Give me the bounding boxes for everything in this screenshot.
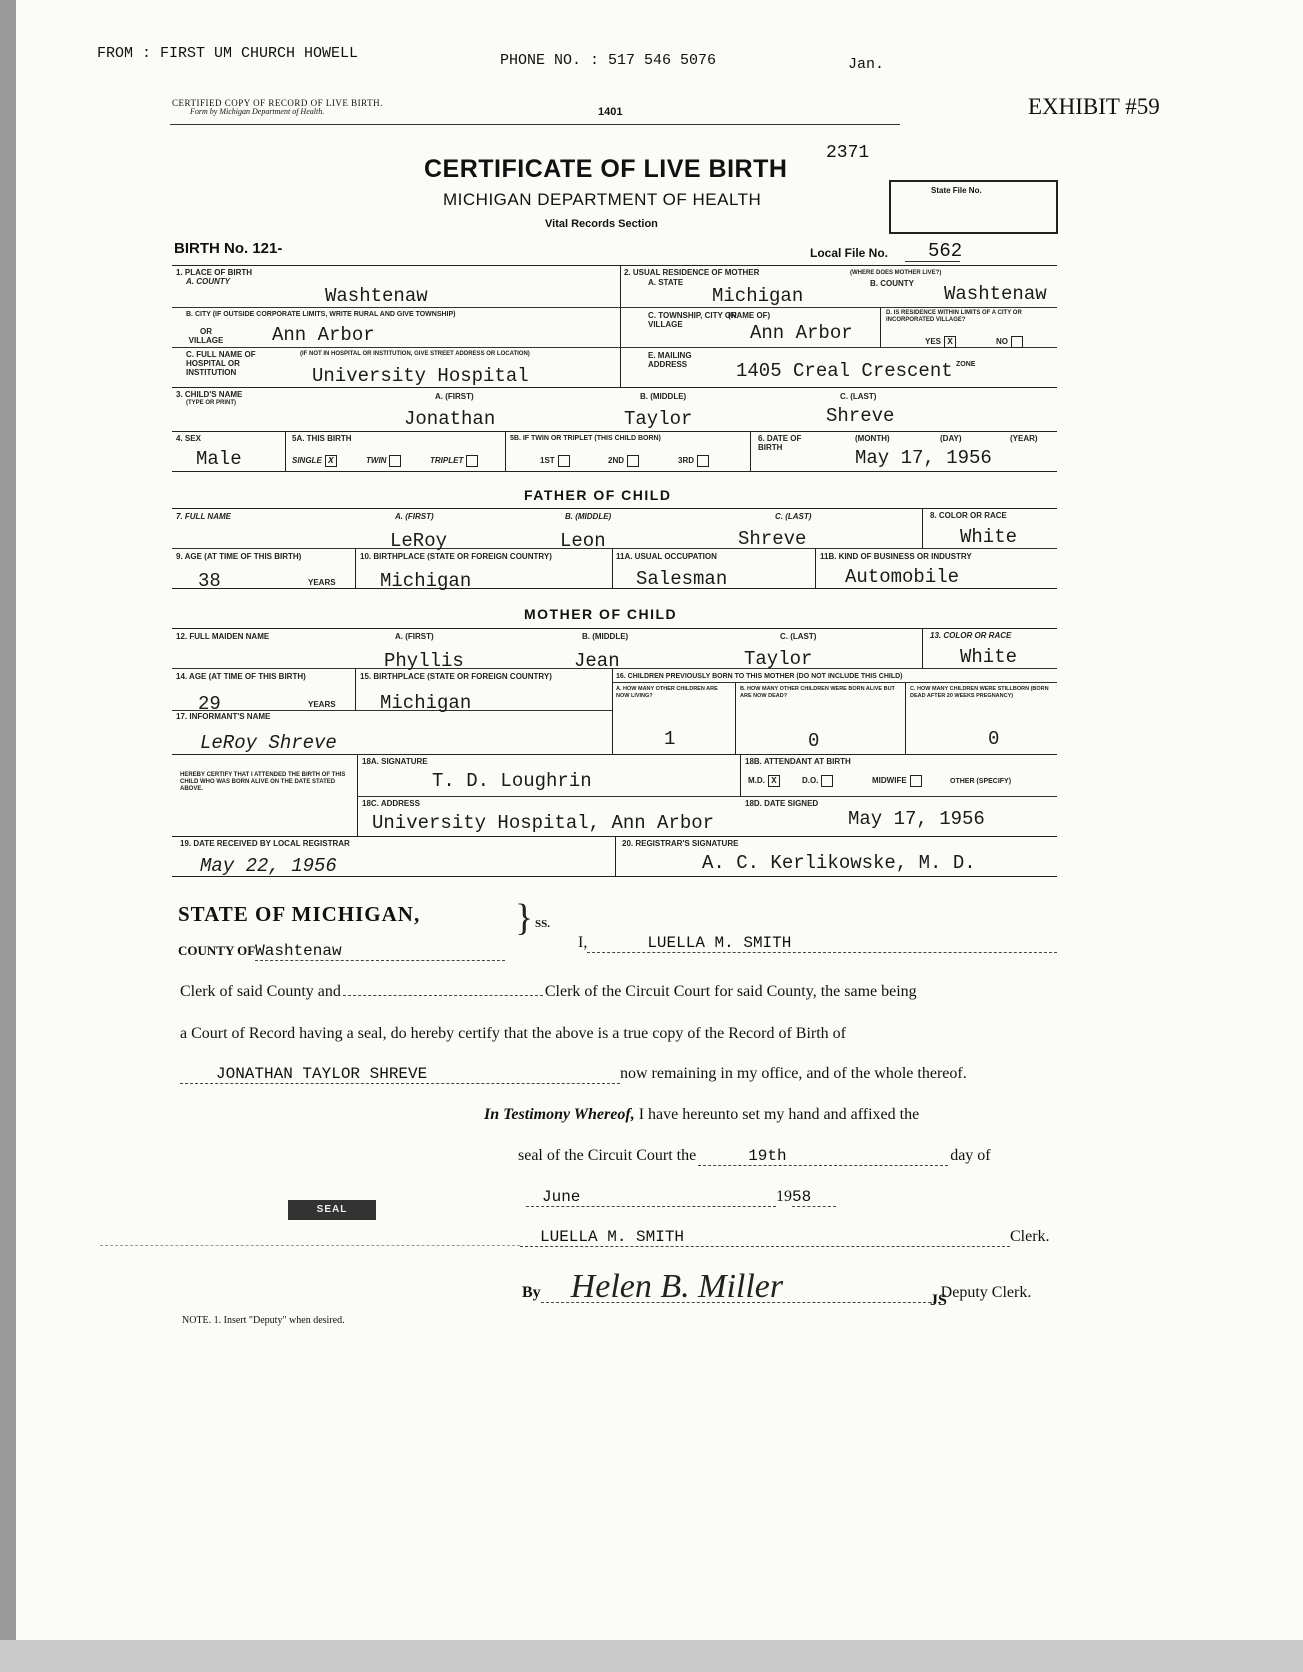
label-mother-last: C. (LAST)	[780, 632, 817, 641]
do-option	[802, 775, 833, 787]
label-father-last: C. (LAST)	[775, 512, 812, 521]
label-father-occupation: 11A. USUAL OCCUPATION	[616, 552, 717, 561]
row-line-father-age	[172, 548, 1057, 549]
label-stillborn: C. HOW MANY CHILDREN WERE STILLBORN (BORN DEAD AFTER 20 WEEKS PREGNANCY)	[910, 686, 1049, 699]
fax-from: FROM : FIRST UM CHURCH HOWELL	[97, 45, 359, 62]
value-township: Ann Arbor	[750, 322, 853, 344]
label-township: C. TOWNSHIP, CITY OR VILLAGE	[648, 311, 737, 329]
label-date-of-birth: 6. DATE OF BIRTH	[758, 434, 802, 452]
label-father-race: 8. COLOR OR RACE	[930, 511, 1007, 520]
value-father-race: White	[960, 526, 1018, 548]
label-registrar-signature: 20. REGISTRAR'S SIGNATURE	[622, 839, 739, 848]
state-file-label: State File No.	[931, 186, 982, 195]
label-children-prev: 16. CHILDREN PREVIOUSLY BORN TO THIS MOTHER (DO NOT INCLUDE THIS CHILD)	[616, 673, 903, 680]
cert-line2: a Court of Record having a seal, do hereby certify that the above is a true copy of the Record of Birth of	[180, 1025, 846, 1042]
label-mother-first: A. (FIRST)	[395, 632, 434, 641]
row-line-address	[357, 796, 1057, 797]
cert-deputy-line	[522, 1268, 1032, 1305]
value-informant: LeRoy Shreve	[200, 732, 337, 754]
cert-county-label: COUNTY OF	[178, 943, 256, 958]
single-checkbox[interactable]: X	[325, 455, 337, 467]
third-born-text: 3RD	[678, 456, 695, 466]
value-date-received: May 22, 1956	[200, 855, 337, 877]
md-option	[748, 775, 780, 787]
fax-phone: PHONE NO. : 517 546 5076	[500, 52, 717, 69]
value-mother-birthplace: Michigan	[380, 692, 472, 714]
label-sex: 4. SEX	[176, 434, 201, 443]
label-informant: 17. INFORMANT'S NAME	[176, 712, 271, 721]
col-twin	[750, 431, 751, 471]
value-children-living: 1	[664, 728, 676, 750]
label-yes	[925, 336, 956, 348]
row-line-father-name	[172, 508, 1057, 509]
value-father-birthplace: Michigan	[380, 570, 472, 592]
cert-clerk-line	[578, 934, 1057, 953]
row-line-sex	[172, 431, 1057, 432]
local-file-value: 562	[928, 240, 963, 262]
cert-line1-a: Clerk of said County and	[180, 983, 341, 1000]
local-file-label: Local File No.	[810, 246, 889, 260]
col-mother-age	[355, 668, 356, 710]
label-mother-years: YEARS	[308, 700, 336, 709]
cert-testimony-italic: In Testimony Whereof,	[484, 1106, 635, 1123]
value-dob: May 17, 1956	[855, 447, 992, 469]
value-city: Ann Arbor	[272, 324, 375, 346]
cert-seal-line	[518, 1147, 991, 1166]
label-father-first: A. (FIRST)	[395, 512, 434, 521]
stamp-number: 2371	[826, 143, 870, 163]
row-line-1	[172, 265, 1057, 266]
yes-checkbox[interactable]: X	[944, 336, 956, 348]
second-born-text: 2ND	[608, 456, 625, 466]
yes-text: YES	[925, 337, 942, 347]
header-rule	[170, 124, 900, 125]
label-mother-age: 14. AGE (AT TIME OF THIS BIRTH)	[176, 672, 306, 681]
cert-clerk-name: LUELLA M. SMITH	[587, 934, 1057, 953]
col-father-race	[922, 508, 923, 548]
value-mother-middle: Jean	[574, 650, 620, 672]
scan-edge	[0, 0, 16, 1672]
value-child-middle: Taylor	[624, 408, 693, 430]
cert-county-line	[178, 942, 505, 961]
cert-line3	[180, 1065, 967, 1084]
local-file-underline	[905, 261, 960, 262]
cert-month-value: June	[526, 1188, 776, 1207]
cert-i: I,	[578, 934, 588, 951]
md-checkbox[interactable]: X	[768, 775, 780, 787]
label-address: 18C. ADDRESS	[362, 799, 420, 808]
second-born-option	[608, 455, 639, 467]
form-header-line1: CERTIFIED COPY OF RECORD OF LIVE BIRTH.	[172, 98, 383, 108]
value-child-first: Jonathan	[404, 408, 496, 430]
no-checkbox[interactable]	[1011, 336, 1023, 348]
label-father-birthplace: 10. BIRTHPLACE (STATE OR FOREIGN COUNTRY)	[360, 552, 552, 561]
third-born-checkbox[interactable]	[697, 455, 709, 467]
label-child-name: 3. CHILD'S NAME	[176, 390, 243, 399]
label-hospital: C. FULL NAME OF HOSPITAL OR INSTITUTION	[186, 350, 256, 377]
cert-seal-text: seal of the Circuit Court the	[518, 1147, 697, 1164]
cert-clerk-label: Clerk.	[1010, 1228, 1050, 1245]
cert-ss: SS.	[535, 918, 550, 930]
exhibit-label: EXHIBIT #59	[1028, 94, 1160, 119]
twin-option	[366, 455, 401, 467]
second-born-checkbox[interactable]	[627, 455, 639, 467]
cert-deputy-label: Deputy Clerk.	[940, 1284, 1032, 1301]
label-mother-race: 13. COLOR OR RACE	[930, 631, 1012, 640]
cert-day-of: day of	[950, 1147, 991, 1164]
mother-section-title: MOTHER OF CHILD	[524, 606, 678, 622]
value-sex: Male	[196, 448, 242, 470]
value-address: University Hospital, Ann Arbor	[372, 812, 715, 834]
midwife-checkbox[interactable]	[910, 775, 922, 787]
value-father-age: 38	[198, 570, 221, 592]
row-line-mailing	[620, 347, 1057, 348]
value-stillborn: 0	[988, 728, 1000, 750]
md-text: M.D.	[748, 776, 765, 786]
label-this-birth: 5A. THIS BIRTH	[292, 434, 352, 443]
label-place-of-birth: 1. PLACE OF BIRTH	[176, 268, 253, 277]
value-signature: T. D. Loughrin	[432, 770, 592, 792]
value-children-dead: 0	[808, 730, 820, 752]
cert-subject: JONATHAN TAYLOR SHREVE	[180, 1065, 620, 1084]
cert-line1	[180, 983, 917, 1001]
label-children-dead: B. HOW MANY OTHER CHILDREN WERE BORN ALIVE BUT ARE NOW DEAD?	[740, 686, 895, 699]
col-mother-race	[922, 628, 923, 668]
col-children-living	[735, 682, 736, 754]
cert-county-value: Washtenaw	[255, 942, 505, 961]
row-line-mother-section	[172, 588, 1057, 589]
cert-clerk-signed: LUELLA M. SMITH	[520, 1228, 1010, 1247]
label-name-of: (NAME OF)	[728, 311, 771, 320]
label-twin-triplet: 5B. IF TWIN OR TRIPLET (THIS CHILD BORN)	[510, 435, 661, 442]
cert-date-line	[526, 1188, 836, 1207]
value-res-county: Washtenaw	[944, 283, 1047, 305]
label-zone: ZONE	[956, 361, 976, 368]
row-line-township	[620, 307, 1057, 308]
twin-checkbox[interactable]	[389, 455, 401, 467]
col-certify	[357, 754, 358, 836]
col-this-birth	[505, 431, 506, 471]
scan-noise-line	[100, 1245, 520, 1246]
label-signature: 18A. SIGNATURE	[362, 757, 428, 766]
label-within-limits: D. IS RESIDENCE WITHIN LIMITS OF A CITY OR INCORPORATED VILLAGE?	[886, 310, 1022, 323]
row-line-hospital	[172, 347, 620, 348]
label-father-business: 11B. KIND OF BUSINESS OR INDUSTRY	[820, 552, 972, 561]
triplet-option	[430, 455, 478, 467]
value-mailing: 1405 Creal Crescent	[736, 360, 953, 382]
value-father-middle: Leon	[560, 530, 606, 552]
label-res-state: A. STATE	[648, 278, 684, 287]
value-hospital: University Hospital	[312, 365, 529, 387]
value-mother-last: Taylor	[744, 648, 813, 670]
label-city: B. CITY (IF OUTSIDE CORPORATE LIMITS, WRITE RURAL AND GIVE TOWNSHIP)	[186, 311, 456, 318]
cert-deputy-signature: Helen B. Miller	[541, 1272, 941, 1303]
value-registrar: A. C. Kerlikowske, M. D.	[702, 852, 976, 874]
twin-text: TWIN	[366, 456, 387, 466]
cert-by: By	[522, 1284, 541, 1301]
cert-year-prefix: 19	[776, 1188, 792, 1205]
label-attendant: 18B. ATTENDANT AT BIRTH	[745, 757, 851, 766]
col-attendant	[740, 754, 741, 796]
do-checkbox[interactable]	[821, 775, 833, 787]
label-res-county: B. COUNTY	[870, 279, 914, 288]
row-line-mother-name	[172, 628, 1057, 629]
form-number: 1401	[598, 106, 623, 118]
cert-clerk-signed-line	[520, 1228, 1050, 1247]
no-text: NO	[996, 337, 1008, 347]
col-father-age	[355, 548, 356, 588]
label-month: (MONTH)	[855, 434, 890, 443]
label-mother-middle: B. (MIDDLE)	[582, 632, 629, 641]
cert-year-value: 58	[792, 1188, 836, 1207]
col-father-birthplace	[612, 548, 613, 588]
triplet-checkbox[interactable]	[466, 455, 478, 467]
form-header-line2: Form by Michigan Department of Health.	[190, 107, 325, 116]
row-line-children	[612, 682, 1057, 683]
midwife-option	[872, 775, 922, 787]
midwife-text: MIDWIFE	[872, 776, 907, 786]
cert-testimony	[484, 1106, 919, 1124]
label-type-print: (TYPE OR PRINT)	[186, 400, 237, 406]
label-child-middle: B. (MIDDLE)	[640, 392, 687, 401]
col-registrar	[615, 836, 616, 876]
first-born-text: 1ST	[540, 456, 555, 466]
label-date-signed: 18D. DATE SIGNED	[745, 799, 819, 808]
label-residence-note: (WHERE DOES MOTHER LIVE?)	[850, 270, 942, 276]
label-father-full-name: 7. FULL NAME	[176, 512, 231, 521]
label-child-last: C. (LAST)	[840, 392, 877, 401]
cert-note: NOTE. 1. Insert "Deputy" when desired.	[182, 1315, 345, 1326]
label-maiden-name: 12. FULL MAIDEN NAME	[176, 632, 270, 641]
value-date-signed: May 17, 1956	[848, 808, 985, 830]
seal-stamp: SEAL	[288, 1200, 376, 1220]
certify-statement: HEREBY CERTIFY THAT I ATTENDED THE BIRTH OF THIS CHILD WHO WAS BORN ALIVE ON THE DATE STATED ABOVE.	[180, 772, 346, 792]
label-or-village: OR VILLAGE	[188, 327, 224, 345]
first-born-checkbox[interactable]	[558, 455, 570, 467]
cert-testimony-rest: I have hereunto set my hand and affixed the	[638, 1106, 920, 1123]
value-mother-first: Phyllis	[384, 650, 464, 672]
value-father-first: LeRoy	[390, 530, 448, 552]
cert-line3-text: now remaining in my office, and of the whole thereof.	[620, 1065, 967, 1082]
value-res-state: Michigan	[712, 285, 804, 307]
label-day: (DAY)	[940, 434, 962, 443]
label-mother-birthplace: 15. BIRTHPLACE (STATE OR FOREIGN COUNTRY)	[360, 672, 552, 681]
col-sex	[285, 431, 286, 471]
label-hospital-note: (IF NOT IN HOSPITAL OR INSTITUTION, GIVE STREET ADDRESS OR LOCATION)	[300, 351, 530, 357]
label-other: OTHER (SPECIFY)	[950, 778, 1012, 785]
label-year: (YEAR)	[1010, 434, 1038, 443]
cert-brace: }	[515, 897, 534, 939]
triplet-text: TRIPLET	[430, 456, 464, 466]
label-father-middle: B. (MIDDLE)	[565, 512, 612, 521]
value-mother-age: 29	[198, 693, 221, 715]
father-section-title: FATHER OF CHILD	[524, 487, 672, 503]
value-county: Washtenaw	[325, 285, 428, 307]
scan-bottom-edge	[0, 1640, 1303, 1672]
value-child-last: Shreve	[826, 405, 895, 427]
col-mother-birthplace	[612, 668, 613, 754]
row-line-city	[172, 307, 620, 308]
fax-date: Jan.	[848, 56, 885, 73]
label-father-years: YEARS	[308, 578, 336, 587]
value-father-occupation: Salesman	[636, 568, 728, 590]
single-option	[292, 455, 337, 467]
col-divider-place-residence	[620, 265, 621, 387]
first-born-option	[540, 455, 570, 467]
cert-line1-blank	[343, 995, 543, 996]
cert-initials: JS	[930, 1292, 947, 1309]
cert-line1-b: Clerk of the Circuit Court for said County, the same being	[544, 983, 917, 1000]
label-father-age: 9. AGE (AT TIME OF THIS BIRTH)	[176, 552, 302, 561]
do-text: D.O.	[802, 776, 819, 786]
col-divider-limits	[880, 307, 881, 347]
col-father-occupation	[815, 548, 816, 588]
col-children-dead	[905, 682, 906, 754]
records-section: Vital Records Section	[545, 218, 658, 230]
label-date-received: 19. DATE RECEIVED BY LOCAL REGISTRAR	[180, 839, 350, 848]
department-name: MICHIGAN DEPARTMENT OF HEALTH	[443, 190, 762, 209]
cert-day-value: 19th	[698, 1147, 948, 1166]
label-residence: 2. USUAL RESIDENCE OF MOTHER	[624, 268, 760, 277]
label-no	[996, 336, 1023, 348]
certificate-title: CERTIFICATE OF LIVE BIRTH	[424, 155, 788, 183]
label-mailing: E. MAILING ADDRESS	[648, 351, 692, 369]
row-line-signature	[172, 754, 1057, 755]
label-child-first: A. (FIRST)	[435, 392, 474, 401]
value-father-last: Shreve	[738, 528, 807, 550]
third-born-option	[678, 455, 709, 467]
cert-state: STATE OF MICHIGAN,	[178, 902, 421, 926]
state-file-box	[889, 180, 1058, 234]
value-father-business: Automobile	[845, 566, 960, 588]
value-mother-race: White	[960, 646, 1018, 668]
single-text: SINGLE	[292, 456, 322, 466]
row-line-father-section	[172, 471, 1057, 472]
label-children-living: A. HOW MANY OTHER CHILDREN ARE NOW LIVING?	[616, 686, 718, 699]
row-line-child	[172, 387, 1057, 388]
label-county: A. COUNTY	[186, 277, 230, 286]
birth-number: BIRTH No. 121-	[174, 240, 283, 257]
